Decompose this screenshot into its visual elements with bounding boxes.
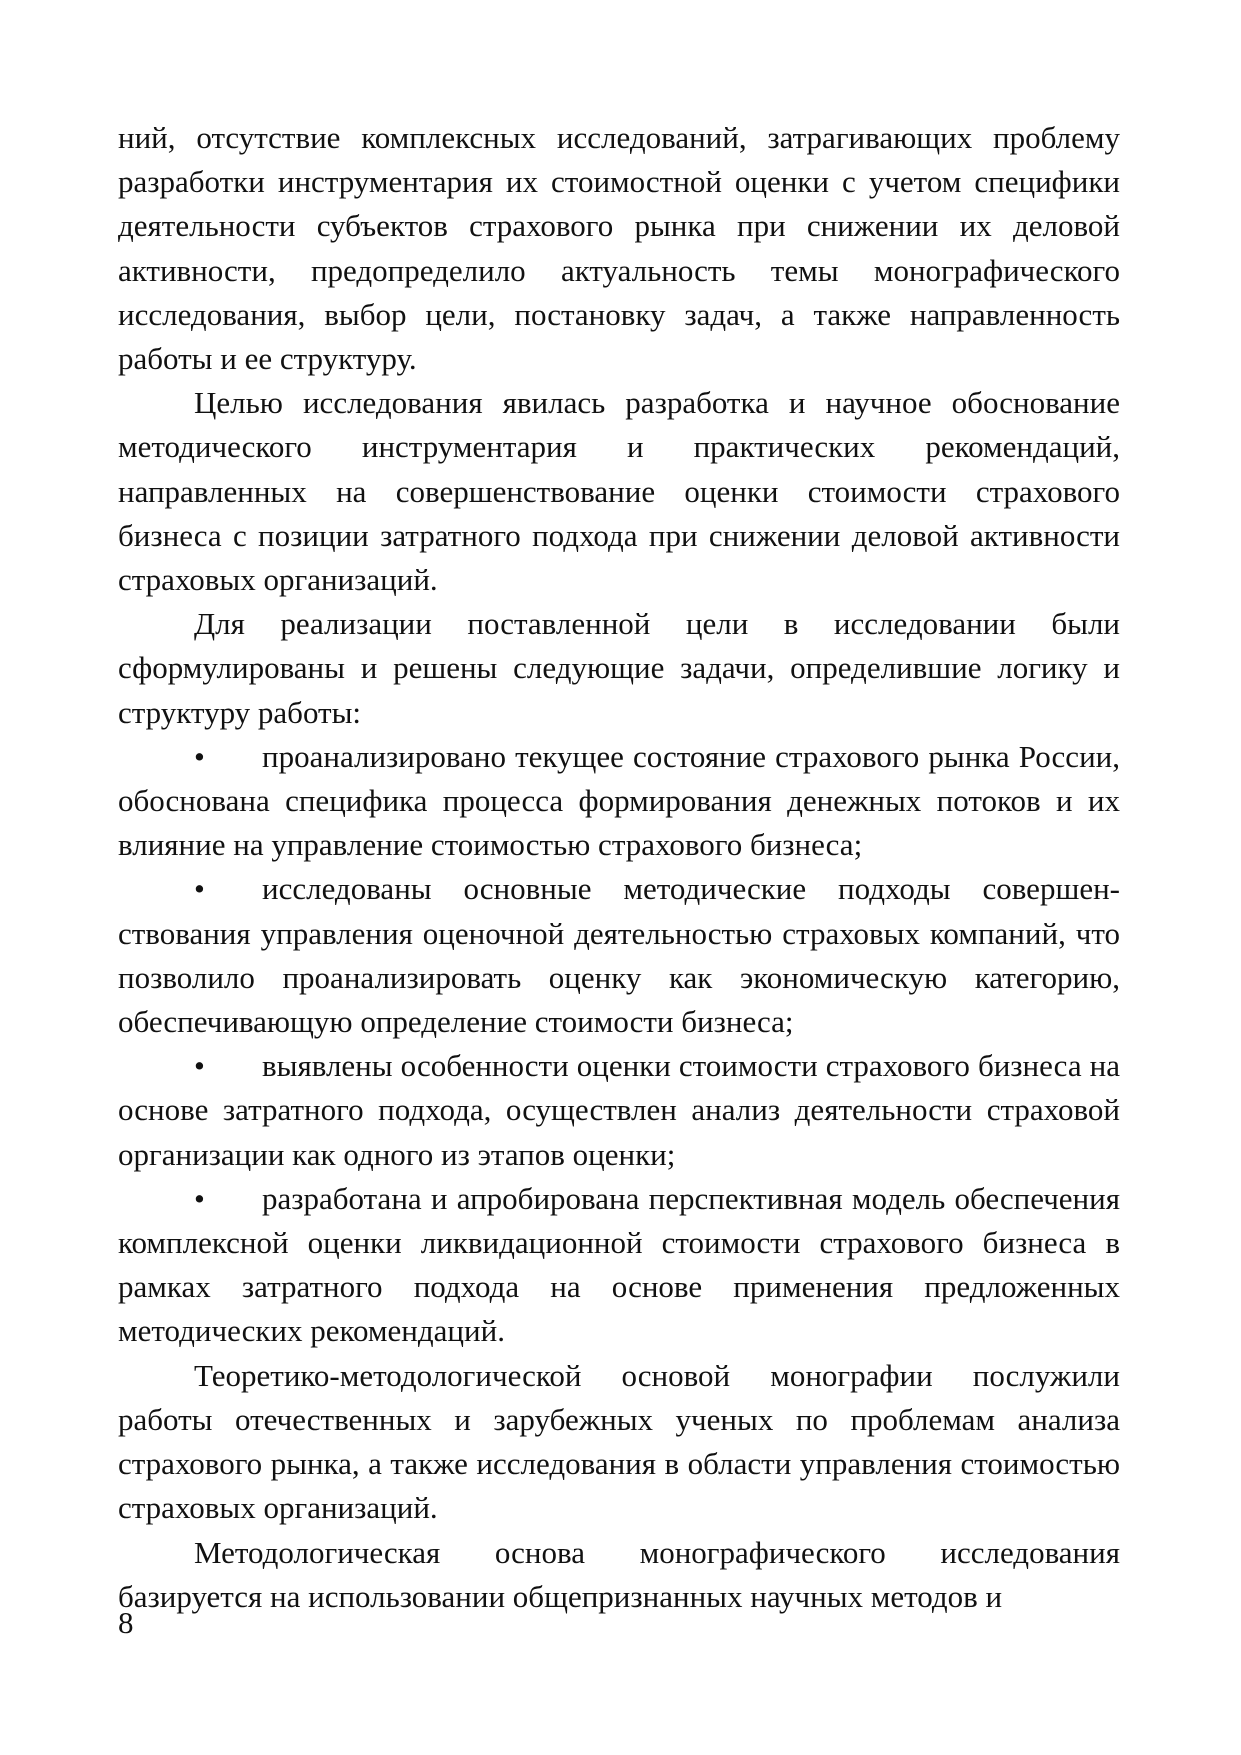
list-item-text: выявлены особенности оценки стоимости страхового бизнеса на основе затратного подхода, осуществлен анализ деятельности страховой организации как одного из этапов оценки; bbox=[118, 1048, 1120, 1172]
list-item-text: проанализировано текущее состояние страхового рынка России, обоснована специфика процесса формирования денежных потоков и их влияние на управление стоимостью страхового бизнеса; bbox=[118, 738, 1120, 863]
paragraph-research-goal: Целью исследования явилась разработка и научное обоснование методического инструментария и практических рекомендаций, направленных на совершенствование оценки стоимости страхового бизнеса с позиции затратного подхода при снижении деловой активности страховых организаций. bbox=[118, 385, 1120, 598]
bullet-marker: • bbox=[194, 1048, 205, 1084]
list-item bbox=[118, 1044, 1120, 1177]
paragraph-tasks-intro: Для реализации поставленной цели в исследовании были сформулированы и решены следующие задачи, определившие логику и структуру работы: bbox=[118, 606, 1120, 730]
paragraph-methodological-basis: Методологическая основа монографического исследования базируется на использовании общепризнанных научных методов и bbox=[118, 1534, 1120, 1614]
bullet-marker: • bbox=[194, 738, 205, 774]
bullet-marker: • bbox=[194, 871, 205, 907]
paragraph-continuation: ний, отсутствие комплексных исследований, затрагивающих проблему разработки инструментария их стоимостной оценки с учетом специфики деятельности субъектов страхового рынка при снижении их деловой активности, предопределило актуальность темы монографического исследования, выбор цели, постановку задач, а также направленность работы и ее структуру. bbox=[118, 120, 1120, 377]
list-item-text: разработана и апробирована перспективная модель обеспечения комплексной оценки ликвидационной стоимости страхового бизнеса в рамках затратного подхода на основе применения предложенных методических рекомендаций. bbox=[118, 1180, 1120, 1349]
body-text bbox=[118, 116, 1120, 1619]
list-item-text: исследованы основные методические подходы совершенствования управления оценочной деятельностью страховых компаний, что позволило проанализировать оценку как экономическую категорию, обеспечивающую определение стоимости бизнеса; bbox=[118, 871, 1120, 1040]
paragraph-theoretical-basis: Теоретико-методологической основой монографии послужили работы отечественных и зарубежных ученых по проблемам анализа страхового рынка, а также исследования в области управления стоимостью страховых организаций. bbox=[118, 1357, 1120, 1526]
page-number: 8 bbox=[118, 1605, 134, 1640]
bullet-marker: • bbox=[194, 1180, 205, 1216]
list-item bbox=[118, 867, 1120, 1044]
list-item bbox=[118, 735, 1120, 868]
list-item bbox=[118, 1177, 1120, 1354]
